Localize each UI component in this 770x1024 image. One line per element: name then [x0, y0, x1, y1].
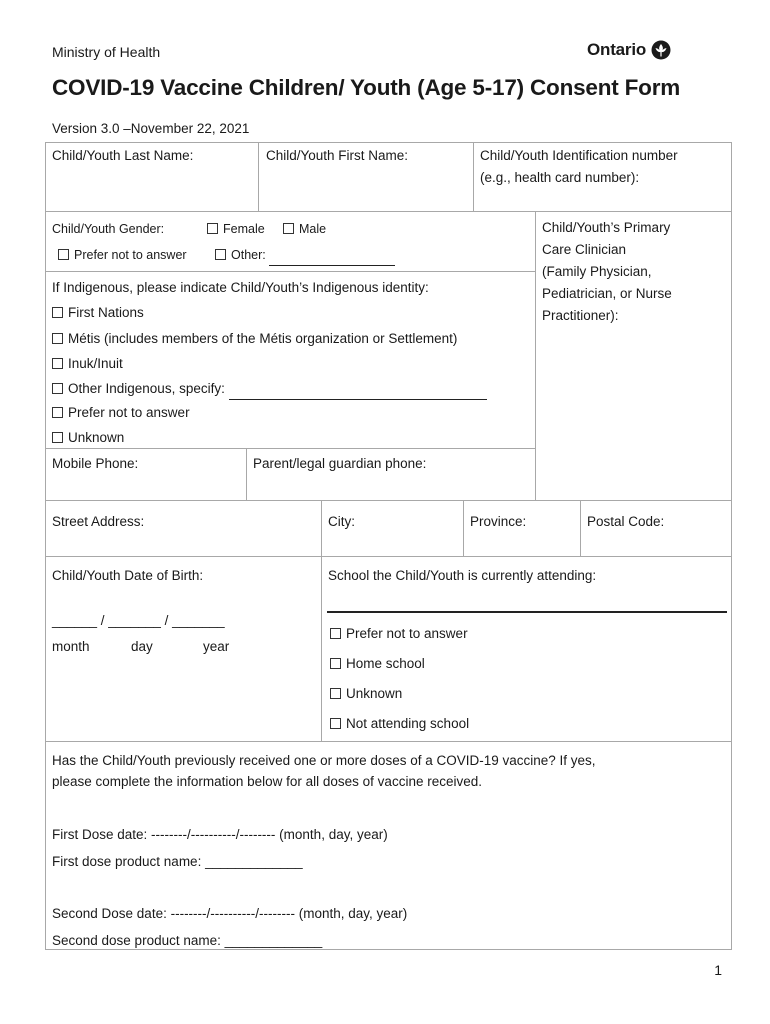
checkbox-icon[interactable]: [215, 249, 226, 260]
dob-year-label: year: [203, 639, 230, 654]
checkbox-icon[interactable]: [330, 718, 341, 729]
school-not-attending-option[interactable]: Not attending school: [330, 714, 469, 734]
indigenous-first-nations-option[interactable]: First Nations: [52, 303, 144, 323]
ontario-logo: [587, 40, 671, 60]
checkbox-icon[interactable]: [52, 407, 63, 418]
school-home-option[interactable]: Home school: [330, 654, 425, 674]
street-address-label: Street Address:: [52, 514, 145, 529]
version-label: Version 3.0 –November 22, 2021: [52, 121, 250, 136]
indigenous-unknown-option[interactable]: Unknown: [52, 428, 124, 448]
doses-question-line2: please complete the information below for all doses of vaccine received.: [52, 774, 482, 789]
gender-other-option[interactable]: Other:: [215, 245, 395, 266]
id-label-line2: (e.g., health card number):: [480, 170, 640, 185]
trillium-icon: [651, 40, 671, 60]
gender-other-field[interactable]: [269, 245, 395, 266]
checkbox-icon[interactable]: [207, 223, 218, 234]
gender-prefer-not-option[interactable]: Prefer not to answer: [58, 245, 187, 265]
school-prefer-not-option[interactable]: Prefer not to answer: [330, 624, 468, 644]
city-label: City:: [328, 514, 355, 529]
checkbox-icon[interactable]: [52, 307, 63, 318]
page-title: COVID-19 Vaccine Children/ Youth (Age 5-17) Consent Form: [52, 75, 681, 100]
mobile-phone-label: Mobile Phone:: [52, 456, 139, 471]
doses-question-line1: Has the Child/Youth previously received one or more doses of a COVID-19 vaccine? If yes,: [52, 753, 596, 768]
school-label: School the Child/Youth is currently attending:: [328, 568, 597, 583]
postal-code-label: Postal Code:: [587, 514, 665, 529]
gender-female-option[interactable]: Female: [207, 219, 265, 239]
indigenous-inuk-option[interactable]: Inuk/Inuit: [52, 354, 123, 374]
checkbox-icon[interactable]: [52, 383, 63, 394]
checkbox-icon[interactable]: [52, 333, 63, 344]
id-label-line1: Child/Youth Identification number: [480, 148, 678, 163]
first-dose-product-field[interactable]: First dose product name: _____________: [52, 854, 303, 869]
indigenous-other-field[interactable]: [229, 379, 487, 400]
indigenous-metis-option[interactable]: Métis (includes members of the Métis organization or Settlement): [52, 329, 457, 349]
page-number: 1: [714, 962, 722, 978]
dob-field[interactable]: ______ / _______ / _______: [52, 613, 225, 628]
indigenous-prefer-not-option[interactable]: Prefer not to answer: [52, 403, 190, 423]
second-dose-date-field[interactable]: Second Dose date: --------/----------/-------- (month, day, year): [52, 906, 408, 921]
school-unknown-option[interactable]: Unknown: [330, 684, 402, 704]
dob-month-label: month: [52, 639, 90, 654]
indigenous-label: If Indigenous, please indicate Child/Youth’s Indigenous identity:: [52, 280, 429, 295]
logo-text: Ontario: [587, 40, 647, 59]
first-dose-date-field[interactable]: First Dose date: --------/----------/-------- (month, day, year): [52, 827, 388, 842]
last-name-label: Child/Youth Last Name:: [52, 148, 194, 163]
checkbox-icon[interactable]: [330, 628, 341, 639]
clinician-label: Child/Youth’s Primary Care Clinician (Family Physician, Pediatrician, or Nurse Practitioner):: [542, 220, 672, 323]
school-field[interactable]: [327, 611, 727, 613]
gender-label: Child/Youth Gender:: [52, 222, 165, 236]
checkbox-icon[interactable]: [52, 358, 63, 369]
indigenous-other-option[interactable]: Other Indigenous, specify:: [52, 379, 487, 400]
dob-label: Child/Youth Date of Birth:: [52, 568, 204, 583]
dob-day-label: day: [131, 639, 153, 654]
ministry-label: Ministry of Health: [52, 44, 161, 60]
second-dose-product-field[interactable]: Second dose product name: _____________: [52, 933, 323, 948]
checkbox-icon[interactable]: [58, 249, 69, 260]
guardian-phone-label: Parent/legal guardian phone:: [253, 456, 427, 471]
checkbox-icon[interactable]: [330, 658, 341, 669]
checkbox-icon[interactable]: [52, 432, 63, 443]
province-label: Province:: [470, 514, 527, 529]
first-name-label: Child/Youth First Name:: [266, 148, 409, 163]
gender-male-option[interactable]: Male: [283, 219, 326, 239]
checkbox-icon[interactable]: [283, 223, 294, 234]
checkbox-icon[interactable]: [330, 688, 341, 699]
